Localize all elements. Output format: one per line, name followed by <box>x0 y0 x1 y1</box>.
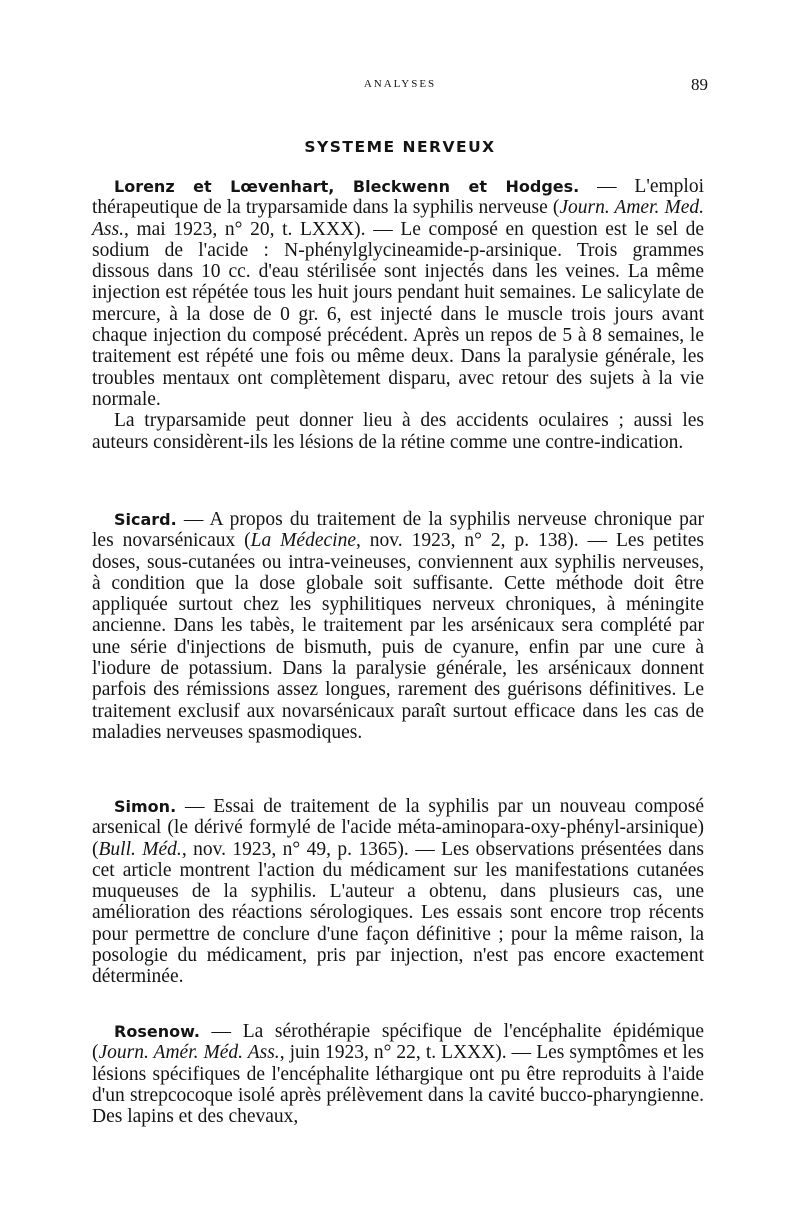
journal-citation: La Médecine <box>250 530 356 552</box>
abstract-lorenz <box>92 176 704 453</box>
page-number: 89 <box>691 75 708 94</box>
author-names: Lorenz et Lœvenhart, Bleckwenn et Hodges. <box>114 177 580 196</box>
abstract-text: — La sérothérapie spécifique de l'encéphalite épidémique ( <box>92 1021 704 1064</box>
author-names: Simon. <box>114 797 177 816</box>
abstract-text: , mai 1923, n° 20, t. LXXX). — Le composé en question est le sel de sodium de l'acide : N-phénylglycineamide-p-arsinique. Trois grammes dissous dans 10 cc. d'eau stérilisée sont injectés dans les veines. La même injection est répétée tous les huit jours pendant huit semaines. Le salicylate de mercure, à la dose de 0 gr. 6, est injecté dans le muscle trois jours avant chaque injection du composé précédent. Après un repos de 5 à 8 semaines, le traitement est répété une fois ou même deux. Dans la paralysie générale, les troubles mentaux ont complètement disparu, avec retour des sujets à la vie normale. <box>92 218 704 410</box>
abstract-text: , nov. 1923, n° 49, p. 1365). — Les observations présentées dans cet article montrent l'action du médicament sur les manifestations cutanées muqueuses de la syphilis. L'auteur a obtenu, dans plusieurs cas, une amélioration des réactions sérologiques. Les essais sont encore trop récents pour permettre de conclure d'une façon définitive ; pour la même raison, la posologie du médicament, pris par injection, n'est pas encore exactement déterminée. <box>92 838 704 988</box>
abstract-text: , juin 1923, n° 22, t. LXXX). — Les symptômes et les lésions spécifiques de l'encéphalite léthargique ont pu être reproduits à l'aide d'un strepcocoque isolé après prélèvement dans la cavité bucco-pharyngienne. Des lapins et des chevaux, <box>92 1042 704 1128</box>
abstract-sicard <box>92 509 704 743</box>
section-title: SYSTEME NERVEUX <box>304 138 496 156</box>
abstract-paragraph: La tryparsamide peut donner lieu à des accidents oculaires ; aussi les auteurs considèrent-ils les lésions de la rétine comme une contre-indication. <box>92 410 704 453</box>
journal-citation: Journ. Amér. Méd. Ass. <box>98 1042 280 1064</box>
abstract-text: — L'emploi thérapeutique de la tryparsamide dans la syphilis nerveuse ( <box>92 176 704 219</box>
running-head <box>0 75 800 98</box>
abstract-rosenow <box>92 1021 704 1127</box>
abstract-text: — Essai de traitement de la syphilis par un nouveau composé arsenical (le dérivé formylé de l'acide méta-aminopara-oxy-phényl-arsinique) ( <box>92 796 704 860</box>
author-names: Rosenow. <box>114 1022 200 1041</box>
running-title: ANALYSES <box>363 78 437 90</box>
abstract-simon <box>92 796 704 988</box>
abstract-text: — A propos du traitement de la syphilis nerveuse chronique par les novarsénicaux ( <box>92 509 704 552</box>
journal-citation: Bull. Méd. <box>98 838 182 860</box>
abstract-text: , nov. 1923, n° 2, p. 138). — Les petites doses, sous-cutanées ou intra-veineuses, conviennent aux syphilis nerveuses, à condition que la dose globale soit suffisante. Cette méthode doit être appliquée surtout chez les syphilitiques nerveux chroniques, à méningite ancienne. Dans les tabès, le traitement par les arsénicaux sera complété par une série d'injections de bismuth, puis de cyanure, enfin par une cure à l'iodure de potassium. Dans la paralysie générale, les arsénicaux donnent parfois des rémissions assez longues, rarement des guérisons définitives. Le traitement exclusif aux novarsénicaux paraît surtout efficace dans les cas de maladies nerveuses spasmodiques. <box>92 530 704 743</box>
journal-citation: Journ. Amer. Med. Ass. <box>92 197 704 240</box>
author-names: Sicard. <box>114 510 177 529</box>
